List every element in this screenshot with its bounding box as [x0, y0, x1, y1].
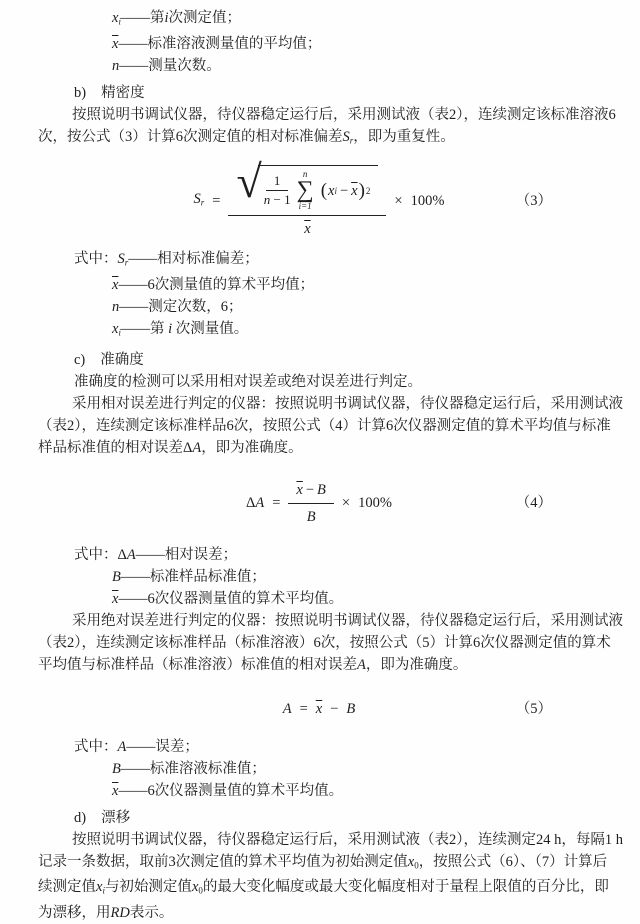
paragraph-relative-error: [38, 393, 623, 459]
legend-line: xi——第 i 次测量值。: [112, 320, 249, 338]
times-sign: ×: [341, 495, 351, 512]
fraction: $\overline{x}$ − B B: [288, 479, 333, 528]
section-heading-b: [38, 82, 600, 104]
equation-number: （4）: [515, 495, 552, 512]
minus-sign: −: [330, 700, 339, 717]
section-heading-d: [38, 807, 600, 829]
paragraph-drift: [38, 829, 623, 924]
legend-formula-4: [38, 544, 600, 610]
definition-line: xi——第i次测定值；: [112, 10, 241, 27]
legend-line: B——标准样品标准值；: [112, 568, 266, 585]
equation-3-expression: Sr = √ $\frac{1}{n - 1}$ n ∑ i=1 ( x i − $\overline{x}$ ) 2 $\overline{x}$ × 100%: [194, 161, 445, 240]
equation-5: [38, 698, 600, 720]
variable-Sr: S: [193, 190, 201, 207]
variable-A: A: [255, 495, 265, 512]
square-root: [236, 156, 378, 213]
definition-line: $\overline{x}——$标准溶液测量值的平均值；: [112, 35, 322, 52]
equation-4-expression: [246, 479, 392, 528]
section-title: 精密度: [101, 84, 145, 101]
legend-formula-3: [38, 248, 600, 343]
section-label: c): [74, 351, 86, 368]
inner-fraction: $\frac{1}{n - 1}$: [263, 173, 291, 208]
section-title: 准确度: [100, 351, 144, 368]
sigma-sign: ∑: [296, 177, 314, 204]
legend-line: $\overline{x}——6$次仪器测量值的算术平均值。: [112, 782, 344, 799]
body-line: （表2），连续测定该标准样品6次，按照公式（4）计算6次仪器测定值的算术平均值与标准: [38, 417, 611, 434]
legend-line: 式中：A——误差；: [74, 738, 199, 755]
body-line: 次，按公式（3）计算6次测定值的相对标准偏差Sr，即为重复性。: [38, 128, 455, 146]
squared-term: ( x i − $\overline{x}$ ) 2: [320, 179, 371, 201]
equation-4: [38, 479, 600, 528]
body-line: 按照说明书调试仪器，待仪器稳定运行后，采用测试液（表2），连续测定该标准溶液6: [72, 106, 616, 123]
times-sign: ×: [394, 192, 403, 209]
variable-A: A: [282, 700, 292, 717]
equation-5-expression: [283, 698, 356, 720]
body-line: 准确度的检测可以采用相对误差或绝对误差进行判定。: [74, 373, 422, 390]
legend-line: 式中：ΔA——相对误差；: [74, 546, 238, 563]
body-line: 按照说明书调试仪器，待仪器稳定运行后，采用测试液（表2），连续测定24 h，每隔1 h: [72, 831, 623, 848]
paragraph-absolute-error: [38, 610, 623, 676]
equals-sign: =: [272, 495, 281, 512]
equals-sign: =: [299, 700, 308, 717]
symbol-definition-list-top: [38, 7, 600, 77]
body-line: 样品标准值的相对误差ΔA，即为准确度。: [38, 439, 303, 456]
variable-xbar: $\overline{x}$: [315, 700, 323, 717]
summation: n ∑ i=1: [296, 169, 314, 212]
section-label: d): [74, 809, 87, 826]
variable-B: B: [346, 700, 356, 717]
legend-line: 式中：Sr——相对标准偏差；: [74, 251, 259, 268]
legend-line: $\overline{x}——6$次仪器测量值的算术平均值。: [112, 590, 344, 607]
main-fraction: [228, 156, 386, 240]
body-line: 平均值与标准样品（标准溶液）标准值的相对误差A，即为准确度。: [38, 656, 468, 673]
body-line: 采用相对误差进行判定的仪器：按照说明书调试仪器，待仪器稳定运行后，采用测试液: [72, 395, 623, 412]
delta-sign: Δ: [246, 495, 256, 512]
legend-formula-5: [38, 736, 600, 802]
body-line: 为漂移，用RD表示。: [38, 904, 174, 921]
radical-sign: √: [236, 156, 262, 208]
equation-number: （3）: [515, 192, 552, 209]
body-line: （表2），连续测定该标准样品（标准溶液）6次，按照公式（5）计算6次仪器测定值的算术: [38, 634, 611, 651]
legend-line: $\overline{x}——6$次测量值的算术平均值；: [112, 276, 315, 293]
legend-line: B——标准溶液标准值；: [112, 760, 266, 777]
definition-line: n——测量次数。: [112, 57, 221, 74]
section-heading-c: [38, 349, 600, 371]
body-line: 记录一条数据，取前3次测定值的算术平均值为初始测定值x0，按照公式（6）、（7）计算后: [38, 853, 608, 871]
body-line: 续测定值xi与初始测定值x0的最大变化幅度或最大变化幅度相对于量程上限值的百分比，即: [38, 879, 609, 896]
variable-xbar: $\overline{x}$: [304, 221, 311, 238]
equals-sign: =: [212, 192, 221, 209]
section-title: 漂移: [101, 809, 131, 826]
percent-literal: 100%: [358, 495, 392, 512]
body-line: 采用绝对误差进行判定的仪器：按照说明书调试仪器，待仪器稳定运行后，采用测试液: [72, 612, 623, 629]
paragraph-accuracy-intro: [38, 371, 600, 393]
paragraph-precision: [38, 104, 616, 152]
equation-3: [38, 156, 600, 240]
section-label: b): [74, 84, 87, 101]
legend-line: n——测定次数，6；: [112, 298, 243, 315]
equation-number: （5）: [515, 700, 552, 717]
percent-literal: 100%: [410, 192, 445, 209]
